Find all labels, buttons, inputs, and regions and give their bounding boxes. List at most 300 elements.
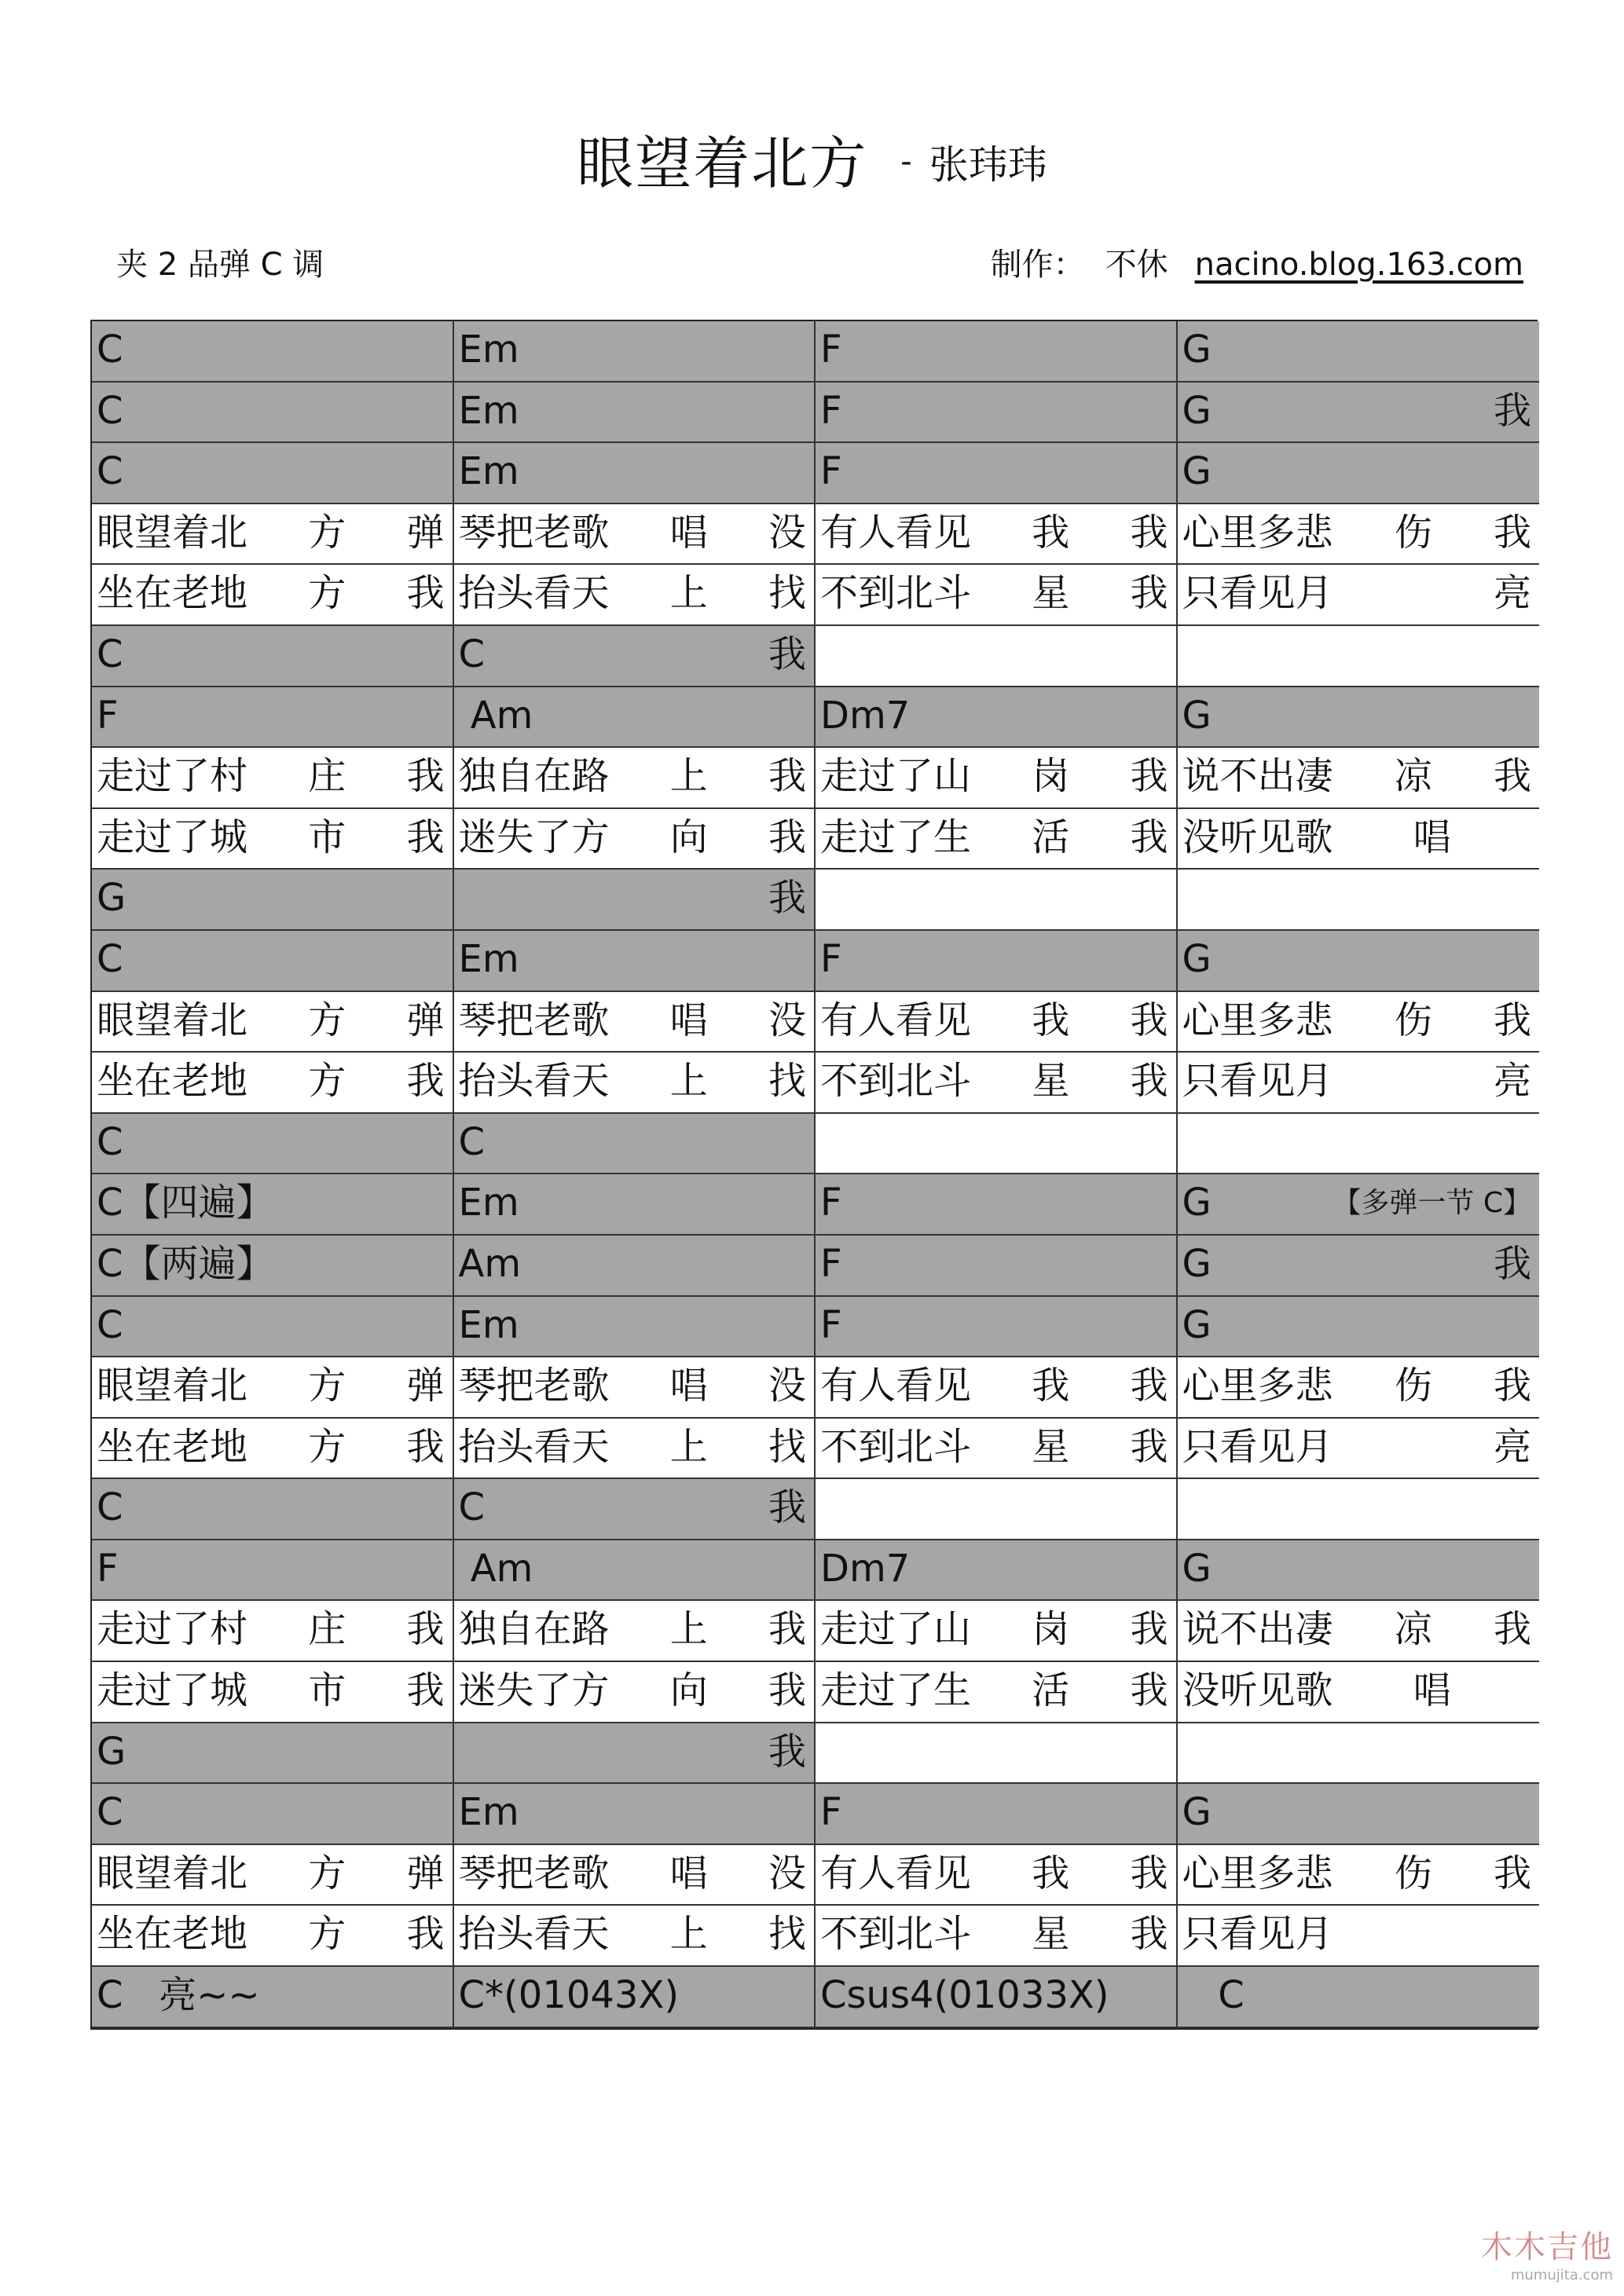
chord-name: C【两遍】 — [97, 1241, 274, 1286]
lyric-held-syllable: 星 — [1032, 1059, 1070, 1104]
lyric-cell — [816, 504, 1178, 566]
lyric-held-syllable: 唱 — [1413, 815, 1451, 859]
chord-name: G — [1182, 936, 1212, 981]
lyric-pickup: 我 — [406, 1668, 445, 1713]
lyric-held-syllable: 凉 — [1394, 754, 1432, 799]
lyric-text: 抬头看天 — [458, 1912, 610, 1957]
chord-cell — [92, 1479, 454, 1540]
chord-cell — [816, 321, 1178, 383]
lyric-text: 没听见歌 — [1182, 815, 1333, 859]
chord-name: F — [820, 1302, 842, 1347]
chord-name: F — [820, 449, 842, 494]
chord-cell — [816, 1540, 1178, 1602]
chord-name: C — [97, 388, 123, 433]
blog-link[interactable]: nacino.blog.163.com — [1194, 247, 1523, 283]
lyric-held-syllable: 岗 — [1032, 754, 1070, 799]
lyric-cell — [816, 1053, 1178, 1114]
chord-name: C*(01043X) — [458, 1973, 680, 2018]
lyric-cell — [92, 504, 454, 566]
lyric-held-syllable: 上 — [669, 1059, 708, 1104]
lyric-text: 抬头看天 — [458, 1424, 610, 1469]
chord-cell — [92, 870, 454, 931]
chord-name: Em — [458, 1302, 519, 1347]
lyric-text: 只看见月 — [1182, 1912, 1333, 1957]
chord-name: C — [97, 1790, 123, 1835]
chord-cell — [1178, 1114, 1540, 1175]
chord-name: C — [97, 449, 123, 494]
lyric-pickup: 亮 — [1493, 1059, 1531, 1104]
lyric-text: 眼望着北 — [97, 998, 248, 1042]
lyric-pickup: 我 — [1130, 815, 1168, 859]
chord-cell — [454, 1723, 816, 1785]
lyric-pickup: 我 — [1130, 754, 1168, 799]
chord-cell — [92, 1114, 454, 1175]
lyric-cell — [92, 992, 454, 1053]
chord-name: G — [1182, 388, 1212, 433]
lyric-pickup: 我 — [406, 1607, 445, 1652]
chord-cell — [816, 626, 1178, 687]
lyric-cell — [1178, 565, 1540, 626]
lyric-held-syllable: 唱 — [669, 998, 708, 1042]
lyric-cell — [454, 1601, 816, 1662]
chord-name: C 亮~~ — [97, 1973, 260, 2018]
chord-cell — [454, 1114, 816, 1175]
chord-name: Am — [458, 1241, 522, 1286]
lyric-cell — [454, 565, 816, 626]
lyric-cell — [454, 1845, 816, 1906]
chord-name: G — [1182, 1181, 1212, 1225]
lyric-text: 没听见歌 — [1182, 1668, 1333, 1713]
lyric-cell — [454, 1053, 816, 1114]
chord-cell — [454, 1479, 816, 1540]
lyric-held-syllable: 星 — [1032, 1424, 1070, 1469]
lyric-cell — [1178, 809, 1540, 870]
chord-cell — [454, 321, 816, 383]
chord-name: F — [820, 388, 842, 433]
lyric-held-syllable: 星 — [1032, 571, 1070, 616]
lyric-text: 眼望着北 — [97, 510, 248, 555]
chord-cell — [92, 1967, 454, 2028]
chord-name: F — [820, 328, 842, 372]
lyric-held-syllable: 方 — [308, 571, 346, 616]
lyric-cell — [1178, 1419, 1540, 1480]
lyric-pickup: 我 — [1130, 1424, 1168, 1469]
maker-label: 制作： — [990, 247, 1085, 283]
chord-cell — [816, 1297, 1178, 1358]
chord-name: C — [97, 936, 123, 981]
pickup-lyric: 我 — [768, 876, 806, 921]
lyric-pickup: 我 — [768, 754, 806, 799]
chord-cell — [816, 1174, 1178, 1236]
chord-cell — [816, 1723, 1178, 1785]
lyric-pickup: 我 — [1493, 754, 1531, 799]
chord-name: C — [97, 1119, 123, 1164]
lyric-pickup: 我 — [768, 1607, 806, 1652]
lyric-held-syllable: 我 — [1032, 998, 1070, 1042]
lyric-cell — [92, 809, 454, 870]
lyric-held-syllable: 活 — [1032, 1668, 1070, 1713]
chord-cell — [816, 687, 1178, 749]
lyric-text: 琴把老歌 — [458, 1364, 610, 1408]
lyric-cell — [454, 809, 816, 870]
song-title: 眼望着北方 — [577, 130, 868, 196]
lyric-text: 独自在路 — [458, 1607, 610, 1652]
lyric-text: 不到北斗 — [820, 1059, 972, 1104]
lyric-cell — [816, 1662, 1178, 1723]
pickup-lyric: 我 — [768, 1485, 806, 1530]
chord-name: G — [1182, 1241, 1212, 1286]
lyric-pickup: 我 — [1130, 1912, 1168, 1957]
lyric-text: 坐在老地 — [97, 1059, 248, 1104]
chord-cell — [1178, 1236, 1540, 1297]
chord-cell — [1178, 626, 1540, 687]
lyric-pickup: 我 — [406, 1424, 445, 1469]
chord-name: C — [458, 632, 486, 676]
lyric-held-syllable: 我 — [1032, 1364, 1070, 1408]
title-separator: - — [900, 144, 912, 180]
lyric-pickup: 没 — [768, 998, 806, 1042]
lyric-pickup: 我 — [768, 1668, 806, 1713]
lyric-text: 眼望着北 — [97, 1364, 248, 1408]
chord-name: C【四遍】 — [97, 1181, 274, 1225]
lyric-held-syllable: 唱 — [669, 1364, 708, 1408]
lyric-pickup: 弹 — [406, 1364, 445, 1408]
lyric-pickup: 我 — [1493, 1851, 1531, 1895]
chord-cell — [1178, 1540, 1540, 1602]
lyric-text: 走过了生 — [820, 815, 972, 859]
chord-name: F — [820, 936, 842, 981]
lyric-held-syllable: 星 — [1032, 1912, 1070, 1957]
chord-cell — [816, 383, 1178, 444]
lyric-pickup: 找 — [768, 1424, 806, 1469]
lyric-held-syllable: 唱 — [1413, 1668, 1451, 1713]
lyric-held-syllable: 伤 — [1394, 1364, 1432, 1408]
chord-name: Em — [458, 449, 519, 494]
lyric-text: 琴把老歌 — [458, 510, 610, 555]
chord-cell — [454, 626, 816, 687]
lyric-held-syllable: 我 — [1032, 510, 1070, 555]
lyric-pickup: 我 — [1493, 998, 1531, 1042]
chord-name: Am — [458, 693, 533, 738]
lyric-cell — [92, 1053, 454, 1114]
pickup-lyric: 我 — [768, 632, 806, 676]
lyric-cell — [92, 748, 454, 809]
lyric-cell — [92, 565, 454, 626]
lyric-cell — [454, 1357, 816, 1419]
lyric-held-syllable: 伤 — [1394, 1851, 1432, 1895]
pickup-lyric: 我 — [1493, 1241, 1531, 1286]
lyric-held-syllable: 方 — [308, 1912, 346, 1957]
lyric-pickup: 我 — [1130, 998, 1168, 1042]
chord-cell — [454, 870, 816, 931]
lyric-text: 迷失了方 — [458, 1668, 610, 1713]
lyric-pickup: 我 — [1493, 1607, 1531, 1652]
chord-cell — [816, 443, 1178, 504]
lyric-pickup: 我 — [1493, 1364, 1531, 1408]
lyric-pickup: 弹 — [406, 1851, 445, 1895]
lyric-pickup: 我 — [1493, 510, 1531, 555]
chord-cell — [1178, 1967, 1540, 2028]
lyric-cell — [454, 1906, 816, 1967]
lyric-held-syllable: 唱 — [669, 510, 708, 555]
lyric-text: 抬头看天 — [458, 571, 610, 616]
chord-cell — [816, 931, 1178, 992]
lyric-cell — [816, 1601, 1178, 1662]
chord-cell — [92, 321, 454, 383]
lyric-cell — [816, 1845, 1178, 1906]
lyric-held-syllable: 市 — [308, 1668, 346, 1713]
lyric-text: 走过了山 — [820, 1607, 972, 1652]
lyric-pickup: 弹 — [406, 510, 445, 555]
lyric-cell — [92, 1419, 454, 1480]
lyric-cell — [454, 1662, 816, 1723]
chord-name: C — [1182, 1973, 1245, 2018]
lyric-text: 只看见月 — [1182, 1059, 1333, 1104]
lyric-cell — [454, 992, 816, 1053]
chord-cell — [1178, 1297, 1540, 1358]
lyric-pickup: 我 — [768, 815, 806, 859]
chord-name: C — [97, 632, 123, 676]
lyric-text: 只看见月 — [1182, 571, 1333, 616]
lyric-pickup: 亮 — [1493, 1424, 1531, 1469]
lyric-text: 心里多悲 — [1182, 510, 1333, 555]
chord-name: G — [1182, 1302, 1212, 1347]
chord-sheet — [90, 320, 1538, 2030]
chord-cell — [92, 1540, 454, 1602]
lyric-text: 有人看见 — [820, 1364, 972, 1408]
chord-cell — [454, 1540, 816, 1602]
lyric-cell — [1178, 1357, 1540, 1419]
pickup-lyric: 我 — [768, 1729, 806, 1774]
chord-name: C — [458, 1119, 486, 1164]
lyric-cell — [816, 992, 1178, 1053]
chord-name: Dm7 — [820, 693, 911, 738]
lyric-cell — [816, 809, 1178, 870]
chord-name: F — [820, 1241, 842, 1286]
chord-name: F — [820, 1790, 842, 1835]
lyric-cell — [1178, 1845, 1540, 1906]
lyric-text: 走过了村 — [97, 754, 248, 799]
chord-cell — [816, 1967, 1178, 2028]
chord-cell — [92, 383, 454, 444]
watermark-name: 木木吉他 — [1481, 2229, 1613, 2265]
lyric-held-syllable: 方 — [308, 1424, 346, 1469]
lyric-held-syllable: 凉 — [1394, 1607, 1432, 1652]
lyric-held-syllable: 方 — [308, 998, 346, 1042]
lyric-cell — [454, 748, 816, 809]
lyric-held-syllable: 上 — [669, 1912, 708, 1957]
chord-cell — [1178, 1723, 1540, 1785]
lyric-pickup: 我 — [1130, 1668, 1168, 1713]
lyric-pickup: 我 — [1130, 1364, 1168, 1408]
pickup-lyric: 我 — [1493, 388, 1531, 433]
lyric-held-syllable: 活 — [1032, 815, 1070, 859]
lyric-text: 走过了城 — [97, 1668, 248, 1713]
lyric-pickup: 我 — [406, 1912, 445, 1957]
lyric-held-syllable: 我 — [1032, 1851, 1070, 1895]
lyric-cell — [1178, 1601, 1540, 1662]
chord-name: Em — [458, 1790, 519, 1835]
lyric-text: 抬头看天 — [458, 1059, 610, 1104]
lyric-pickup: 我 — [1130, 1607, 1168, 1652]
lyric-text: 有人看见 — [820, 510, 972, 555]
chord-name: G — [1182, 693, 1212, 738]
lyric-pickup: 找 — [768, 1059, 806, 1104]
chord-name: Em — [458, 936, 519, 981]
chord-name: Em — [458, 388, 519, 433]
site-watermark — [1481, 2222, 1613, 2283]
chord-name: F — [820, 1181, 842, 1225]
lyric-text: 迷失了方 — [458, 815, 610, 859]
lyric-held-syllable: 方 — [308, 1851, 346, 1895]
title-line — [0, 118, 1624, 200]
chord-name: Csus4(01033X) — [820, 1973, 1109, 2018]
chord-name: Dm7 — [820, 1546, 911, 1591]
chord-cell — [92, 1297, 454, 1358]
chord-cell — [1178, 870, 1540, 931]
chord-name: C — [97, 328, 123, 372]
lyric-pickup: 我 — [1130, 510, 1168, 555]
lyric-cell — [816, 748, 1178, 809]
chord-cell — [454, 687, 816, 749]
chord-cell — [92, 1174, 454, 1236]
lyric-text: 独自在路 — [458, 754, 610, 799]
chord-cell — [92, 1784, 454, 1845]
lyric-cell — [92, 1357, 454, 1419]
lyric-text: 走过了山 — [820, 754, 972, 799]
lyric-text: 不到北斗 — [820, 1424, 972, 1469]
chord-cell — [454, 443, 816, 504]
lyric-pickup: 我 — [406, 754, 445, 799]
chord-name: G — [1182, 1546, 1212, 1591]
lyric-cell — [1178, 504, 1540, 566]
lyric-cell — [816, 565, 1178, 626]
lyric-pickup: 我 — [406, 1059, 445, 1104]
artist-name: 张玮玮 — [929, 142, 1047, 188]
chord-cell — [1178, 931, 1540, 992]
lyric-text: 坐在老地 — [97, 1912, 248, 1957]
lyric-pickup: 我 — [1130, 1059, 1168, 1104]
lyric-pickup: 我 — [406, 815, 445, 859]
chord-cell — [1178, 1479, 1540, 1540]
chord-cell — [454, 1967, 816, 2028]
chord-cell — [92, 687, 454, 749]
chord-name: C — [97, 1485, 123, 1530]
lyric-held-syllable: 上 — [669, 1424, 708, 1469]
chord-cell — [816, 1236, 1178, 1297]
chord-name: G — [1182, 449, 1212, 494]
lyric-text: 不到北斗 — [820, 1912, 972, 1957]
lyric-text: 心里多悲 — [1182, 1851, 1333, 1895]
lyric-text: 走过了生 — [820, 1668, 972, 1713]
chord-cell — [1178, 687, 1540, 749]
chord-cell — [92, 931, 454, 992]
lyric-held-syllable: 上 — [669, 571, 708, 616]
lyric-held-syllable: 庄 — [308, 754, 346, 799]
lyric-text: 走过了城 — [97, 815, 248, 859]
lyric-cell — [1178, 1906, 1540, 1967]
maker-name: 不休 — [1105, 247, 1168, 283]
chord-name: G — [97, 876, 126, 921]
lyric-cell — [1178, 1662, 1540, 1723]
chord-name: F — [97, 693, 119, 738]
chord-cell — [454, 383, 816, 444]
lyric-text: 心里多悲 — [1182, 998, 1333, 1042]
lyric-held-syllable: 市 — [308, 815, 346, 859]
chord-name: Em — [458, 328, 519, 372]
lyric-text: 说不出凄 — [1182, 1607, 1333, 1652]
lyric-pickup: 亮 — [1493, 571, 1531, 616]
lyric-cell — [92, 1845, 454, 1906]
chord-cell — [1178, 1174, 1540, 1236]
credits — [991, 240, 1523, 284]
lyric-held-syllable: 方 — [308, 510, 346, 555]
lyric-held-syllable: 伤 — [1394, 510, 1432, 555]
chord-cell — [1178, 321, 1540, 383]
lyric-cell — [1178, 992, 1540, 1053]
chord-cell — [816, 870, 1178, 931]
lyric-pickup: 没 — [768, 1364, 806, 1408]
chord-cell — [454, 1784, 816, 1845]
lyric-text: 坐在老地 — [97, 1424, 248, 1469]
lyric-cell — [1178, 748, 1540, 809]
lyric-cell — [816, 1357, 1178, 1419]
lyric-text: 坐在老地 — [97, 571, 248, 616]
lyric-text: 琴把老歌 — [458, 998, 610, 1042]
chord-cell — [92, 443, 454, 504]
lyric-text: 只看见月 — [1182, 1424, 1333, 1469]
lyric-pickup: 找 — [768, 1912, 806, 1957]
capo-info: 夹 2 品弹 C 调 — [116, 247, 324, 283]
chord-name: F — [97, 1546, 119, 1591]
chord-cell — [92, 1723, 454, 1785]
chord-cell — [454, 1174, 816, 1236]
chord-cell — [1178, 1784, 1540, 1845]
chord-name: G — [1182, 328, 1212, 372]
lyric-pickup: 没 — [768, 510, 806, 555]
chord-name: Em — [458, 1181, 519, 1225]
lyric-text: 眼望着北 — [97, 1851, 248, 1895]
chord-cell — [1178, 383, 1540, 444]
chord-cell — [1178, 443, 1540, 504]
lyric-text: 有人看见 — [820, 1851, 972, 1895]
lyric-held-syllable: 庄 — [308, 1607, 346, 1652]
lyric-cell — [92, 1601, 454, 1662]
lyric-held-syllable: 上 — [669, 754, 708, 799]
lyric-pickup: 我 — [1130, 1851, 1168, 1895]
chord-cell — [454, 1236, 816, 1297]
chord-cell — [454, 931, 816, 992]
lyric-held-syllable: 岗 — [1032, 1607, 1070, 1652]
lyric-cell — [816, 1419, 1178, 1480]
lyric-pickup: 没 — [768, 1851, 806, 1895]
chord-cell — [454, 1297, 816, 1358]
lyric-held-syllable: 向 — [669, 1668, 708, 1713]
lyric-pickup: 我 — [406, 571, 445, 616]
lyric-cell — [1178, 1053, 1540, 1114]
lyric-cell — [92, 1662, 454, 1723]
lyric-pickup: 找 — [768, 571, 806, 616]
chord-cell — [816, 1784, 1178, 1845]
lyric-pickup: 我 — [1130, 571, 1168, 616]
lyric-text: 有人看见 — [820, 998, 972, 1042]
lyric-held-syllable: 向 — [669, 815, 708, 859]
chord-name: G — [97, 1729, 126, 1774]
lyric-held-syllable: 方 — [308, 1364, 346, 1408]
lyric-text: 琴把老歌 — [458, 1851, 610, 1895]
lyric-text: 说不出凄 — [1182, 754, 1333, 799]
lyric-held-syllable: 唱 — [669, 1851, 708, 1895]
